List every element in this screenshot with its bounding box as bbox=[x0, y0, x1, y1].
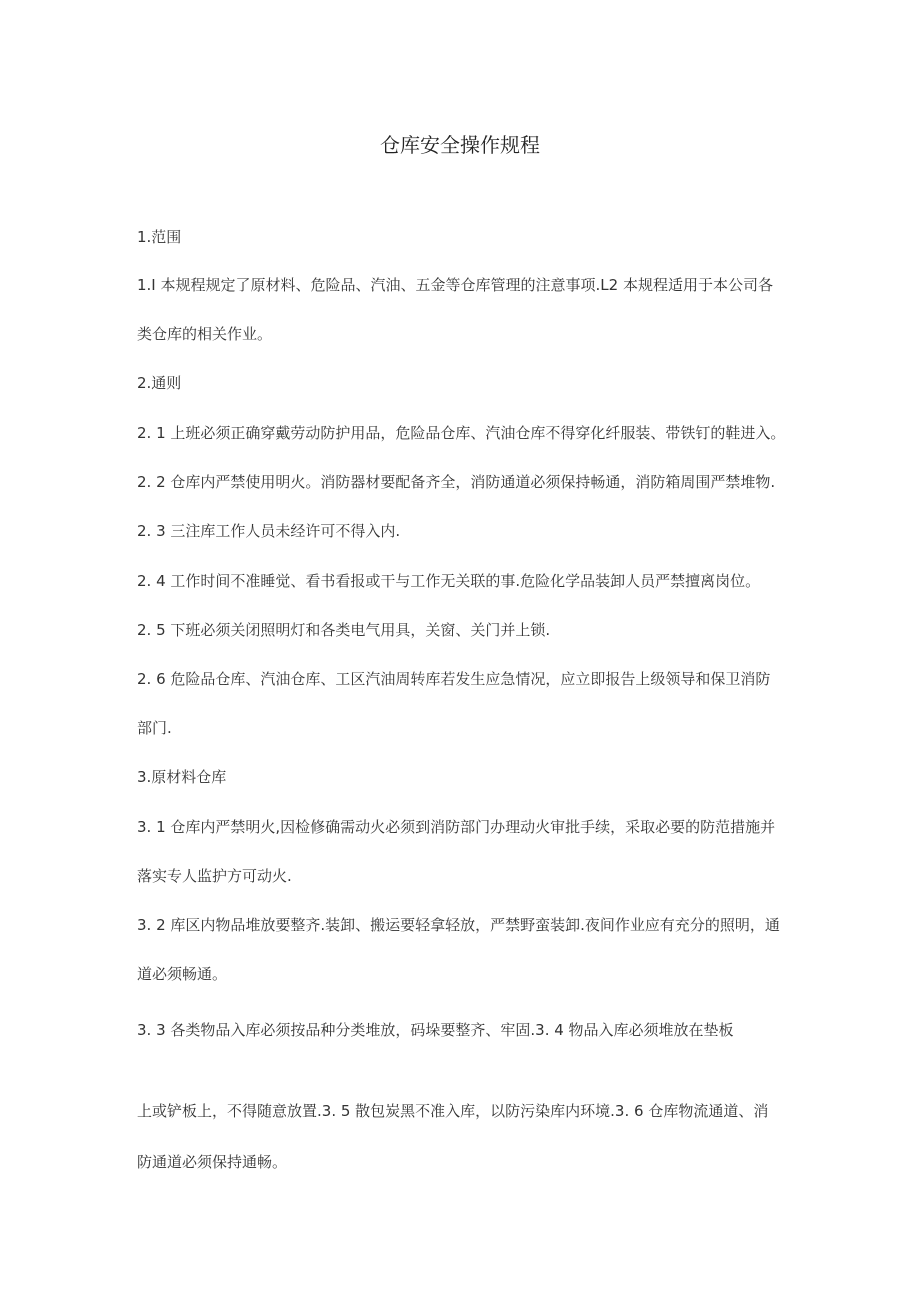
section-heading-general: 2.通则 bbox=[137, 374, 182, 392]
paragraph-line: 部门. bbox=[137, 719, 172, 737]
paragraph-line: 1.I 本规程规定了原材料、危险品、汽油、五金等仓库管理的注意事项.L2 本规程适用于本公司各 bbox=[137, 276, 773, 294]
paragraph-line: 防通道必须保持通畅。 bbox=[137, 1153, 288, 1171]
paragraph-line: 2. 6 危险品仓库、汽油仓库、工区汽油周转库若发生应急情况，应立即报告上级领导和保卫消防 bbox=[137, 670, 771, 688]
section-heading-raw-materials: 3.原材料仓库 bbox=[137, 768, 227, 786]
paragraph-line: 3. 3 各类物品入库必须按品种分类堆放，码垛要整齐、牢固.3. 4 物品入库必须堆放在垫板 bbox=[137, 1021, 734, 1039]
paragraph-line: 类仓库的相关作业。 bbox=[137, 325, 273, 343]
paragraph-line: 2. 5 下班必须关闭照明灯和各类电气用具，关窗、关门并上锁. bbox=[137, 621, 551, 639]
document-title: 仓库安全操作规程 bbox=[380, 133, 540, 157]
paragraph-line: 3. 1 仓库内严禁明火,因检修确需动火必须到消防部门办理动火审批手续，采取必要的防范措施并 bbox=[137, 818, 776, 836]
paragraph-line: 3. 2 库区内物品堆放要整齐.装卸、搬运要轻拿轻放，严禁野蛮装卸.夜间作业应有充分的照明，通 bbox=[137, 916, 780, 934]
paragraph-line: 道必须畅通。 bbox=[137, 965, 228, 983]
paragraph-line: 2. 4 工作时间不准睡觉、看书看报或干与工作无关联的事.危险化学品装卸人员严禁擅离岗位。 bbox=[137, 572, 761, 590]
section-heading-scope: 1.范围 bbox=[137, 228, 182, 246]
paragraph-line: 2. 3 三注库工作人员未经许可不得入内. bbox=[137, 522, 401, 540]
paragraph-line: 落实专人监护方可动火. bbox=[137, 867, 292, 885]
paragraph-line: 2. 1 上班必须正确穿戴劳动防护用品，危险品仓库、汽油仓库不得穿化纤服装、带铁钉的鞋进入。 bbox=[137, 424, 786, 442]
paragraph-line: 上或铲板上，不得随意放置.3. 5 散包炭黑不准入库，以防污染库内环境.3. 6 仓库物流通道、消 bbox=[137, 1102, 769, 1120]
paragraph-line: 2. 2 仓库内严禁使用明火。消防器材要配备齐全，消防通道必须保持畅通，消防箱周围严禁堆物. bbox=[137, 473, 776, 491]
